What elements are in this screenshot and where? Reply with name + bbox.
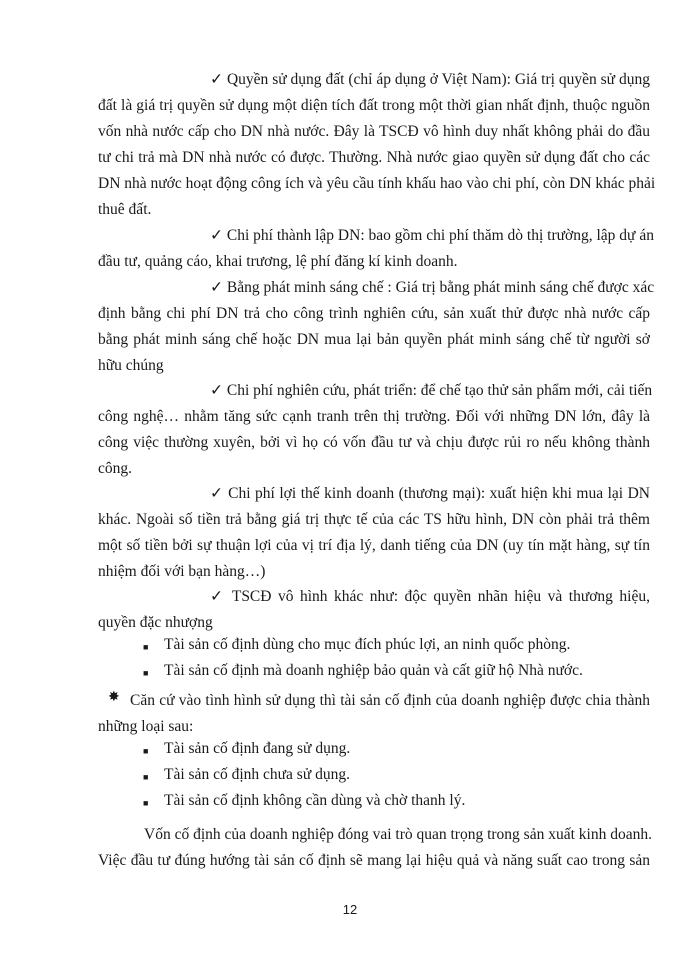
closing-paragraph bbox=[98, 822, 650, 874]
text-line: nhiệm đối với bạn hàng…) bbox=[98, 563, 266, 580]
text-line: tư chi trả mà DN nhà nước có được. Thường. Nhà nước giao quyền sử dụng đất cho các bbox=[98, 149, 650, 166]
page-number: 12 bbox=[342, 902, 358, 917]
text-line: đất là giá trị quyền sử dụng một diện tích đất trong một thời gian nhất định, thuộc nguồn bbox=[98, 97, 650, 114]
text-line: Vốn cố định của doanh nghiệp đóng vai trò quan trọng trong sản xuất kinh doanh. bbox=[144, 826, 652, 843]
list-item: Tài sản cố định không cần dùng và chờ thanh lý. bbox=[164, 792, 466, 809]
text-line: thuê đất. bbox=[98, 201, 152, 218]
text-line: những loại sau: bbox=[98, 718, 194, 735]
text-line: công việc thường xuyên, bởi vì họ có vốn đầu tư và chịu được rủi ro nếu không thành bbox=[98, 434, 650, 451]
square-bullet-icon: ■ bbox=[143, 642, 149, 652]
text-line: một số tiền bởi sự thuận lợi của vị trí địa lý, danh tiếng của DN (uy tín mặt hàng, sự tín bbox=[98, 537, 650, 554]
text-line: Căn cứ vào tình hình sử dụng thì tài sản cố định của doanh nghiệp được chia thành bbox=[130, 692, 650, 709]
item-establishment-costs bbox=[98, 223, 654, 275]
item-rnd-costs bbox=[98, 378, 653, 482]
text-line: đầu tư, quảng cáo, khai trương, lệ phí đăng kí kinh doanh. bbox=[98, 253, 458, 270]
text-line: ✓ TSCĐ vô hình khác như: độc quyền nhãn hiệu và thương hiệu, bbox=[210, 588, 650, 605]
text-line: hữu chúng bbox=[98, 357, 164, 374]
text-line: bằng phát minh sáng chế hoặc DN mua lại bản quyền phát minh sáng chế từ người sở bbox=[98, 331, 650, 348]
text-line: định bằng chi phí DN trả cho công trình nghiên cứu, sản xuất thử được nhà nước cấp bbox=[98, 305, 650, 322]
square-bullet-icon: ■ bbox=[143, 668, 149, 678]
text-line: khác. Ngoài số tiền trả bằng giá trị thực tế của các TS hữu hình, DN còn phải trả thêm bbox=[98, 511, 650, 528]
text-line: ✓ Bằng phát minh sáng chế : Giá trị bằng phát minh sáng chế được xác bbox=[210, 279, 655, 296]
list-item: Tài sản cố định dùng cho mục đích phúc lợi, an ninh quốc phòng. bbox=[164, 636, 571, 653]
text-line: ✓ Chi phí nghiên cứu, phát triển: để chế tạo thử sản phẩm mới, cải tiến bbox=[210, 382, 653, 399]
list-item: Tài sản cố định đang sử dụng. bbox=[164, 740, 351, 757]
square-bullet-icon: ■ bbox=[143, 772, 149, 782]
list-item: Tài sản cố định chưa sử dụng. bbox=[164, 766, 350, 783]
item-goodwill bbox=[98, 481, 650, 585]
text-line: công. bbox=[98, 460, 133, 477]
text-line: công nghệ… nhằm tăng sức cạnh tranh trên thị trường. Đối với những DN lớn, đây là bbox=[98, 408, 650, 425]
text-line: vốn nhà nước cấp cho DN nhà nước. Đây là TSCĐ vô hình duy nhất không phải do đầu bbox=[98, 123, 650, 140]
square-bullet-icon: ■ bbox=[143, 798, 149, 808]
text-line: Việc đầu tư đúng hướng tài sản cố định sẽ mang lại hiệu quả và năng suất cao trong sản bbox=[98, 852, 650, 869]
text-line: DN nhà nước hoạt động công ích và yêu cầu tính khấu hao vào chi phí, còn DN khác phải bbox=[98, 175, 656, 192]
list-item: Tài sản cố định mà doanh nghiệp bảo quản và cất giữ hộ Nhà nước. bbox=[164, 662, 583, 679]
star-bullet-icon: ✸ bbox=[108, 690, 120, 705]
square-bullet-icon: ■ bbox=[143, 746, 149, 756]
text-line: ✓ Chi phí lợi thế kinh doanh (thương mại): xuất hiện khi mua lại DN bbox=[210, 485, 650, 502]
text-line: quyền đặc nhượng bbox=[98, 614, 213, 631]
item-classification bbox=[98, 688, 650, 740]
item-other-intangibles bbox=[98, 584, 650, 636]
item-land-use-rights bbox=[98, 67, 656, 223]
text-line: ✓ Quyền sử dụng đất (chỉ áp dụng ở Việt Nam): Giá trị quyền sử dụng bbox=[210, 71, 650, 88]
item-patents bbox=[98, 275, 655, 379]
text-line: ✓ Chi phí thành lập DN: bao gồm chi phí thăm dò thị trường, lập dự án bbox=[210, 227, 654, 244]
